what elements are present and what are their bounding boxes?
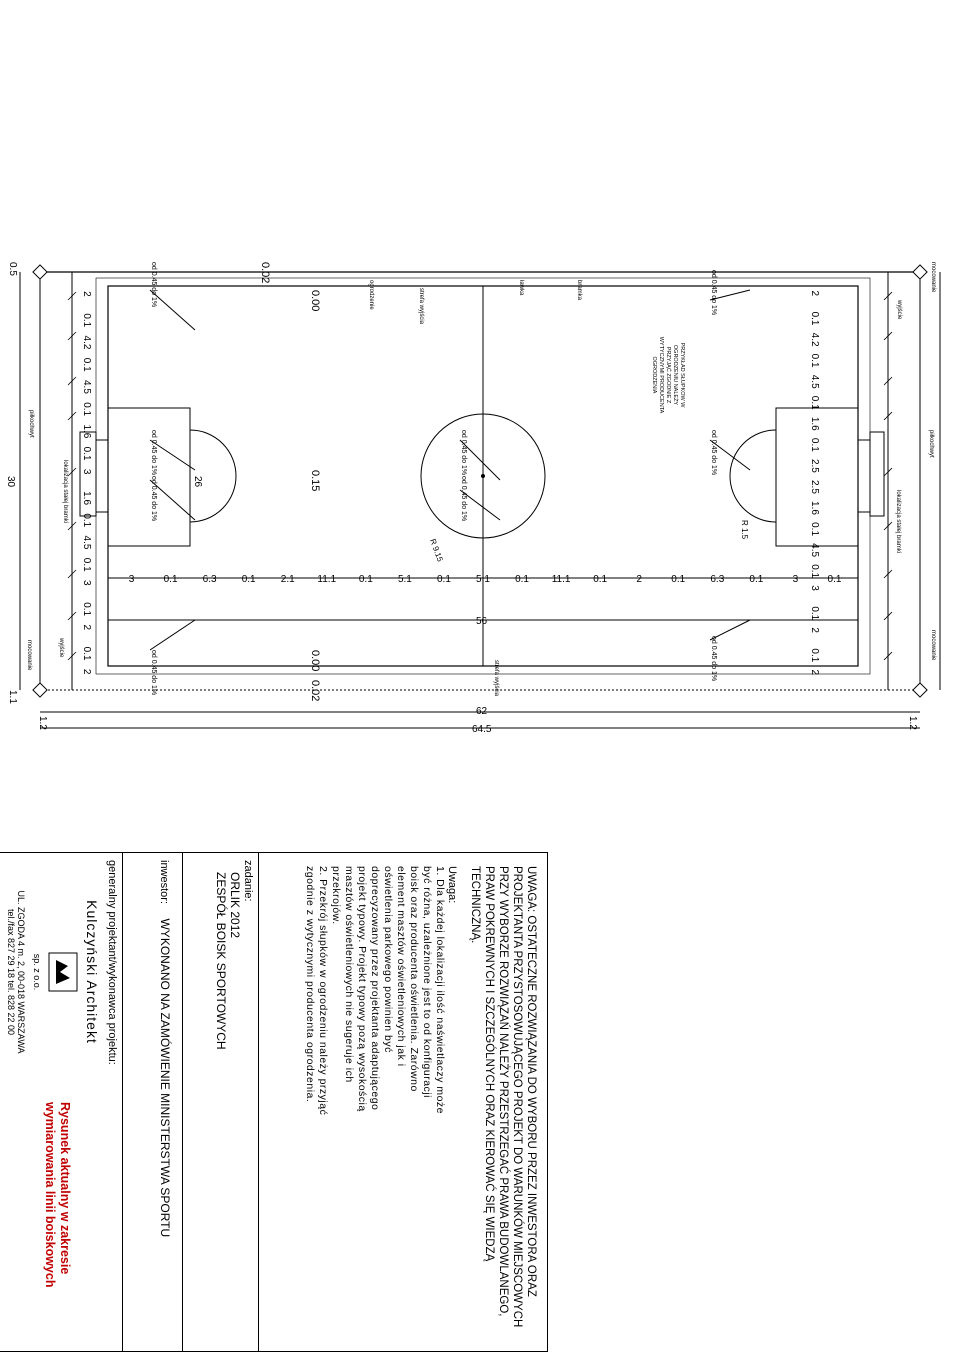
dim-value: 0.1 (358, 574, 373, 585)
dim-value: 3 (809, 585, 820, 591)
uwaga2-line: doprecyzowany przez projektanta adaptującego (369, 866, 381, 1111)
title-block (6, 852, 908, 1352)
note-strefa-1: strefa wyjścia (418, 288, 424, 325)
generalny-section (0, 852, 122, 1352)
dim-value: 2 (81, 624, 92, 631)
dim-value: 0.1 (81, 446, 92, 461)
slope-7: od 0.45 do 1% (710, 430, 717, 476)
firm-logo-icon (48, 952, 78, 992)
inwestor-value: WYKONANO NA ZAMÓWIENIE MINISTERSTWA SPORTU (158, 918, 172, 1238)
slope-5: od 0.45 do 1% (460, 476, 467, 522)
note-r915: R 9.15 (428, 537, 445, 563)
note-strefa-2: strefa wyjścia (493, 660, 499, 697)
slope-4: od 0.45 do 1% (460, 430, 467, 476)
slope-3: od 0.45 do 1% (150, 650, 157, 696)
note-fence-posts: PRZYKŁAD SŁUPKÓW W OGRODZENIU NALEŻY PRZYJĄĆ ZGODNIE Z WYTYCZNYMI PRODUCENTA OGRODZENIA (651, 336, 685, 414)
field-outlines (20, 272, 940, 728)
dim-value: 2 (809, 290, 820, 297)
dim-value: 0.1 (809, 311, 820, 326)
note-pilkochwyt-l: piłkochwyt (28, 410, 34, 438)
dim-value: 4.2 (81, 335, 92, 350)
firm-name: Kulczyński Architekt (84, 900, 100, 1044)
note-mocowanie-r2: mocowanie (930, 630, 936, 661)
dim-value: 0.1 (81, 402, 92, 417)
dim-bottom-0: 1.2 (37, 716, 48, 730)
dim-value: 1.6 (81, 491, 92, 506)
note-lawka: ławka (518, 280, 524, 296)
dim-value: 3 (128, 574, 135, 585)
uwaga2-title: Uwaga: (446, 866, 458, 904)
uwaga-section (258, 852, 548, 1352)
dim-value: 1.6 (809, 416, 820, 431)
dim-row-top (81, 291, 92, 675)
dim-value: 3 (81, 580, 92, 586)
dim-value: 3 (81, 468, 92, 475)
dim-value: 0.1 (749, 574, 764, 585)
uwaga2-line: być różna, uzależnione jest to od konfiguracji (421, 866, 433, 1098)
slope-0: od 0.45 do 1% (150, 262, 157, 308)
dim-value: 0.1 (515, 574, 530, 585)
red-note-1: wymiarowania linii boiskowych (43, 1102, 57, 1288)
elev-2: 0.15 (309, 470, 321, 492)
zadanie-line-1: ZESPÓŁ BOISK SPORTOWYCH (214, 872, 228, 1050)
elev-1: 0.00 (309, 290, 321, 312)
firm-sub: sp. z o.o. (32, 953, 42, 991)
dim-value: 0.1 (827, 574, 842, 585)
uwaga2-line: 2. Przekrój słupków w ogrodzeniu należy przyjąć (317, 866, 329, 1116)
uwaga2-line: zgodnie z wytycznymi producenta ogrodzenia. (304, 866, 316, 1103)
red-note (42, 1102, 72, 1342)
dim-56: 56 (476, 616, 488, 627)
dim-value: 2 (81, 668, 92, 675)
note-r15: R 1.5 (740, 520, 749, 540)
inwestor-section (122, 852, 182, 1352)
generalny-label: generalny projektant/wykonawca projektu: (106, 860, 118, 1065)
dim-value: 4.2 (809, 332, 820, 347)
dim-value: 0.1 (809, 437, 820, 452)
elev-4: 0.02 (309, 680, 321, 702)
dim-value: 0.1 (81, 602, 92, 617)
dim-value: 0.1 (593, 574, 608, 585)
dim-value: 0.1 (163, 574, 178, 585)
note-ogrodzenie: ogrodzenie (368, 280, 374, 310)
dim-value: 11.1 (551, 574, 571, 585)
dim-value: 2 (809, 627, 820, 633)
note-mocowanie-r: mocowanie (930, 262, 936, 293)
slope-8: od 0.45 do 1% (710, 636, 717, 682)
dim-row-mid (129, 574, 842, 585)
zadanie-line-0: ORLIK 2012 (228, 872, 242, 939)
uwaga2-lines (303, 866, 446, 1338)
dim-value: 0.1 (241, 574, 256, 585)
note-bramka-r: lokalizacja stałej bramki (895, 490, 901, 554)
dim-value: 2.5 (809, 480, 820, 494)
dim-value: 0.1 (809, 353, 820, 368)
firm-address: UL. ZGODA 4 m. 2, 00-018 WARSZAWA (16, 890, 26, 1054)
dim-value: 11.1 (317, 574, 337, 585)
dim-value: 4.5 (809, 543, 820, 558)
dim-value: 0.1 (809, 648, 820, 663)
dim-bottom-2: 64.5 (472, 724, 492, 735)
note-mocowanie-l: mocowanie (26, 640, 32, 671)
elev-0: 0.02 (259, 262, 271, 284)
note-bramka: bramka (576, 280, 582, 301)
dim-value: 0.1 (81, 646, 92, 661)
dim-top-1: 30 (5, 476, 16, 488)
dim-26: 26 (192, 476, 203, 488)
dim-top-2: 1.1 (7, 690, 18, 704)
note-pilkochwyt-r: piłkochwyt (928, 430, 934, 458)
dim-value: 1.6 (809, 501, 820, 515)
dim-value: 0.1 (671, 574, 686, 585)
slope-6: od 0.45 do 1% (710, 270, 717, 316)
dim-value: 6.3 (710, 574, 725, 585)
elev-3: 0.00 (309, 650, 321, 672)
dim-value: 5.1 (476, 574, 490, 585)
dim-value: 0.1 (809, 522, 820, 537)
uwaga-text: UWAGA: OSTATECZNE ROZWIĄZANIA DO WYBORU PRZEZ INWESTORA ORAZ PROJEKTANTA PRZYSTOSOWUJĄCEGO PROJEKT DO WARUNKÓW MIEJSCOWYCH PRZY WYBORZE ROZWIĄZAŃ NALEŻY PRZESTRZEGAĆ PRAWA BUDOWLANEGO, PRAW POKREWNYCH I SZCZEGÓLNYCH ORAZ KIEROWAĆ SIĘ WIEDZĄ TECHNICZNĄ. (469, 866, 537, 1328)
uwaga2-line: oświetlenia parkowego powinien być (382, 866, 394, 1053)
dim-value: 2 (636, 574, 642, 585)
dim-row-bottom (809, 291, 820, 676)
dim-value: 0.1 (436, 574, 451, 585)
dim-value: 2.1 (280, 574, 295, 585)
dim-value: 5.1 (397, 574, 412, 585)
dim-value: 4.5 (809, 374, 820, 389)
dim-value: 0.1 (81, 313, 92, 328)
dim-value: 0.1 (81, 357, 92, 372)
dim-value: 4.5 (81, 535, 92, 550)
dim-value: 0.1 (809, 564, 820, 579)
dim-value: 3 (792, 574, 799, 585)
slope-1: od 0.45 do 1% (150, 430, 157, 476)
drawing-labels (5, 262, 936, 735)
dim-value: 2 (809, 669, 820, 676)
firm-tel: tel./fax 827 29 18 tel. 828 22 00 (6, 908, 16, 1036)
note-wyjscie-l: wyjście (58, 638, 64, 658)
corner-markers (33, 265, 927, 697)
dim-value: 0.1 (81, 557, 92, 572)
zadanie-label: zadanie: (242, 860, 254, 902)
dim-value: 2.5 (809, 458, 820, 473)
uwaga2-line: przekrojów. (330, 866, 342, 925)
dim-value: 6.3 (202, 574, 217, 585)
uwaga2-line: element masztów oświetleniowych jak i (395, 866, 407, 1067)
dim-value: 0.1 (809, 395, 820, 410)
dim-bottom-3: 1.2 (907, 716, 918, 730)
slope-2: od 0.45 do 1% (150, 476, 157, 522)
note-wyjscie-r: wyjście (896, 300, 902, 320)
dim-top-0: 0.5 (7, 262, 18, 276)
dim-value: 0.1 (81, 513, 92, 528)
note-bramka-l: lokalizacja stałej bramki (62, 460, 68, 524)
uwaga2-line: projekt typowy. Projekt typowy pozą wysokością (356, 866, 368, 1112)
inwestor-label: inwestor: (158, 860, 170, 905)
uwaga2-line: 1. Dla każdej lokalizacji ilość naświetlaczy może (434, 866, 446, 1115)
firm-block (6, 852, 100, 1092)
red-note-0: Rysunek aktualny w zakresie (58, 1102, 72, 1275)
dim-value: 0.1 (809, 606, 820, 621)
uwaga2-line: boisk oraz producenta oświetlenia. Zarówno (408, 866, 420, 1092)
dim-value: 2 (81, 291, 92, 297)
dim-bottom-1: 62 (476, 706, 488, 717)
dim-value: 1.6 (81, 424, 92, 439)
uwaga2-line: masztów oświetleniowych nie sugeruje ich (343, 866, 355, 1083)
zadanie-section (182, 852, 258, 1352)
dim-value: 4.5 (81, 380, 92, 394)
